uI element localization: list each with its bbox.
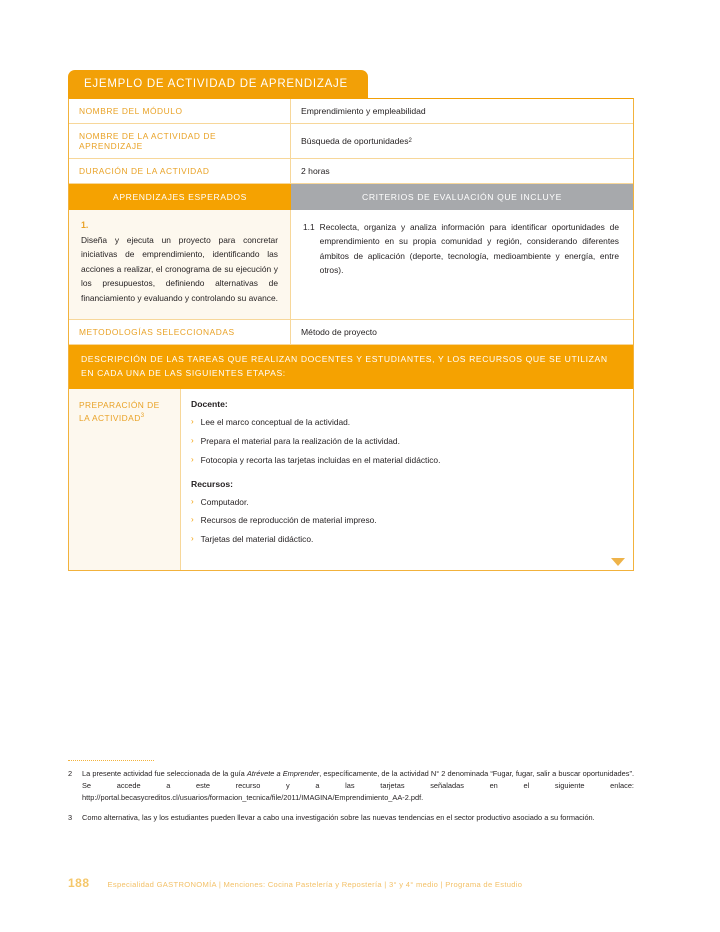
page-title: EJEMPLO DE ACTIVIDAD DE APRENDIZAJE <box>84 78 348 90</box>
learning-outcome-cell <box>69 210 291 319</box>
footnote-number: 3 <box>68 812 73 822</box>
preparation-content <box>181 389 633 570</box>
description-band-row <box>69 345 633 389</box>
list-item-label: Recursos de reproducción de material impreso. <box>200 515 377 526</box>
value-duracion <box>291 159 633 183</box>
table-row-modulo <box>69 99 633 124</box>
value-text: Emprendimiento y empleabilidad <box>301 106 426 116</box>
value-nombre-modulo <box>291 99 633 123</box>
outcome-criteria-row <box>69 210 633 320</box>
footnote-ref-3: 3 <box>140 412 145 419</box>
footnote-2 <box>68 768 634 804</box>
label-metodologias: METODOLOGÍAS SELECCIONADAS <box>69 320 291 344</box>
list-item-label: Computador. <box>200 496 249 507</box>
footnote-italic-title: Atrévete a Emprender <box>246 769 320 778</box>
column-headers-row <box>69 184 633 210</box>
page-footer <box>68 876 522 890</box>
list-item-label: Prepara el material para la realización de la actividad. <box>200 435 400 446</box>
description-band-text: DESCRIPCIÓN DE LAS TAREAS QUE REALIZAN DOCENTES Y ESTUDIANTES, Y LOS RECURSOS QUE SE UTILIZAN EN CADA UNA DE LAS SIGUIENTES ETAPAS: <box>69 345 633 389</box>
evaluation-criteria-text: Recolecta, organiza y analiza información para identificar oportunidades de emprendimiento en su propia comunidad y región, considerando diferentes ámbitos de aplicación (deporte, tecnología, medioambiente y energía, entre otros). <box>319 222 619 276</box>
list-item <box>191 496 619 509</box>
chevron-right-icon: › <box>191 515 194 525</box>
value-text: Búsqueda de oportunidades <box>301 136 409 146</box>
table-row-actividad <box>69 124 633 159</box>
page-number: 188 <box>68 876 90 890</box>
list-item <box>191 514 619 527</box>
chevron-right-icon: › <box>191 435 194 445</box>
chevron-right-icon: › <box>191 534 194 544</box>
list-item <box>191 416 619 429</box>
learning-outcome-text: Diseña y ejecuta un proyecto para concretar iniciativas de emprendimiento, identificando las acciones a realizar, el cronograma de su ejecución y los presupuestos, definiendo alternativas de financiamiento y evaluando y controlando su avance. <box>81 235 278 303</box>
value-nombre-actividad <box>291 124 633 158</box>
recursos-heading: Recursos: <box>191 478 234 489</box>
evaluation-criteria-number: 1.1 <box>303 222 315 232</box>
activity-table <box>68 98 634 571</box>
value-metodologias <box>291 320 633 344</box>
label-nombre-modulo: NOMBRE DEL MÓDULO <box>69 99 291 123</box>
chevron-right-icon: › <box>191 496 194 506</box>
list-item-label: Tarjetas del material didáctico. <box>200 534 314 545</box>
footnote-number: 2 <box>68 769 73 778</box>
preparation-label-text: PREPARACIÓN DE LA ACTIVIDAD <box>79 400 160 423</box>
preparation-row <box>69 389 633 570</box>
table-row-metodologias <box>69 320 633 345</box>
footnote-part2: , específicamente, de la actividad N° 2 denominada “Fugar, fugar, salir a buscar oportunidades”. Se accede a este recurso y a las tarjetas señaladas en el siguiente enlace: http://portal.becasycreditos.cl/usuarios/formacion_tecnica/file/2011/IMAGINA/Emprendimiento_AA-2.pdf. <box>82 769 634 802</box>
collapse-triangle-icon <box>611 558 625 566</box>
section-title-tab <box>68 70 368 98</box>
footnotes <box>68 768 634 832</box>
learning-outcome-number: 1. <box>81 220 89 230</box>
value-text: 2 horas <box>301 166 330 176</box>
footnote-text <box>82 768 634 804</box>
list-item <box>191 533 619 546</box>
evaluation-criteria-cell <box>291 210 633 319</box>
header-criterios-evaluacion: CRITERIOS DE EVALUACIÓN QUE INCLUYE <box>291 184 633 210</box>
footnote-part1: La presente actividad fue seleccionada de la guía <box>82 769 247 778</box>
list-item <box>191 435 619 448</box>
footer-breadcrumb: Especialidad GASTRONOMÍA | Menciones: Cocina Pastelería y Repostería | 3° y 4° medio | Programa de Estudio <box>107 880 523 889</box>
list-item-label: Fotocopia y recorta las tarjetas incluidas en el material didáctico. <box>200 454 441 465</box>
list-item <box>191 454 619 467</box>
preparation-label <box>69 389 181 570</box>
header-aprendizajes-esperados: APRENDIZAJES ESPERADOS <box>69 184 291 210</box>
footnote-separator <box>68 760 154 761</box>
label-nombre-actividad: NOMBRE DE LA ACTIVIDAD DE APRENDIZAJE <box>69 124 291 158</box>
footnote-text <box>82 812 634 824</box>
label-duracion: DURACIÓN DE LA ACTIVIDAD <box>69 159 291 183</box>
footnote-ref-2: 2 <box>408 138 412 144</box>
value-text: Método de proyecto <box>301 327 377 338</box>
chevron-right-icon: › <box>191 454 194 464</box>
table-row-duracion <box>69 159 633 184</box>
footnote-3 <box>68 812 634 824</box>
chevron-right-icon: › <box>191 417 194 427</box>
footnote-part1: Como alternativa, las y los estudiantes pueden llevar a cabo una investigación sobre las nuevas tendencias en el sector productivo asociado a su formación. <box>82 812 595 822</box>
docente-heading: Docente: <box>191 399 228 410</box>
list-item-label: Lee el marco conceptual de la actividad. <box>200 417 351 428</box>
